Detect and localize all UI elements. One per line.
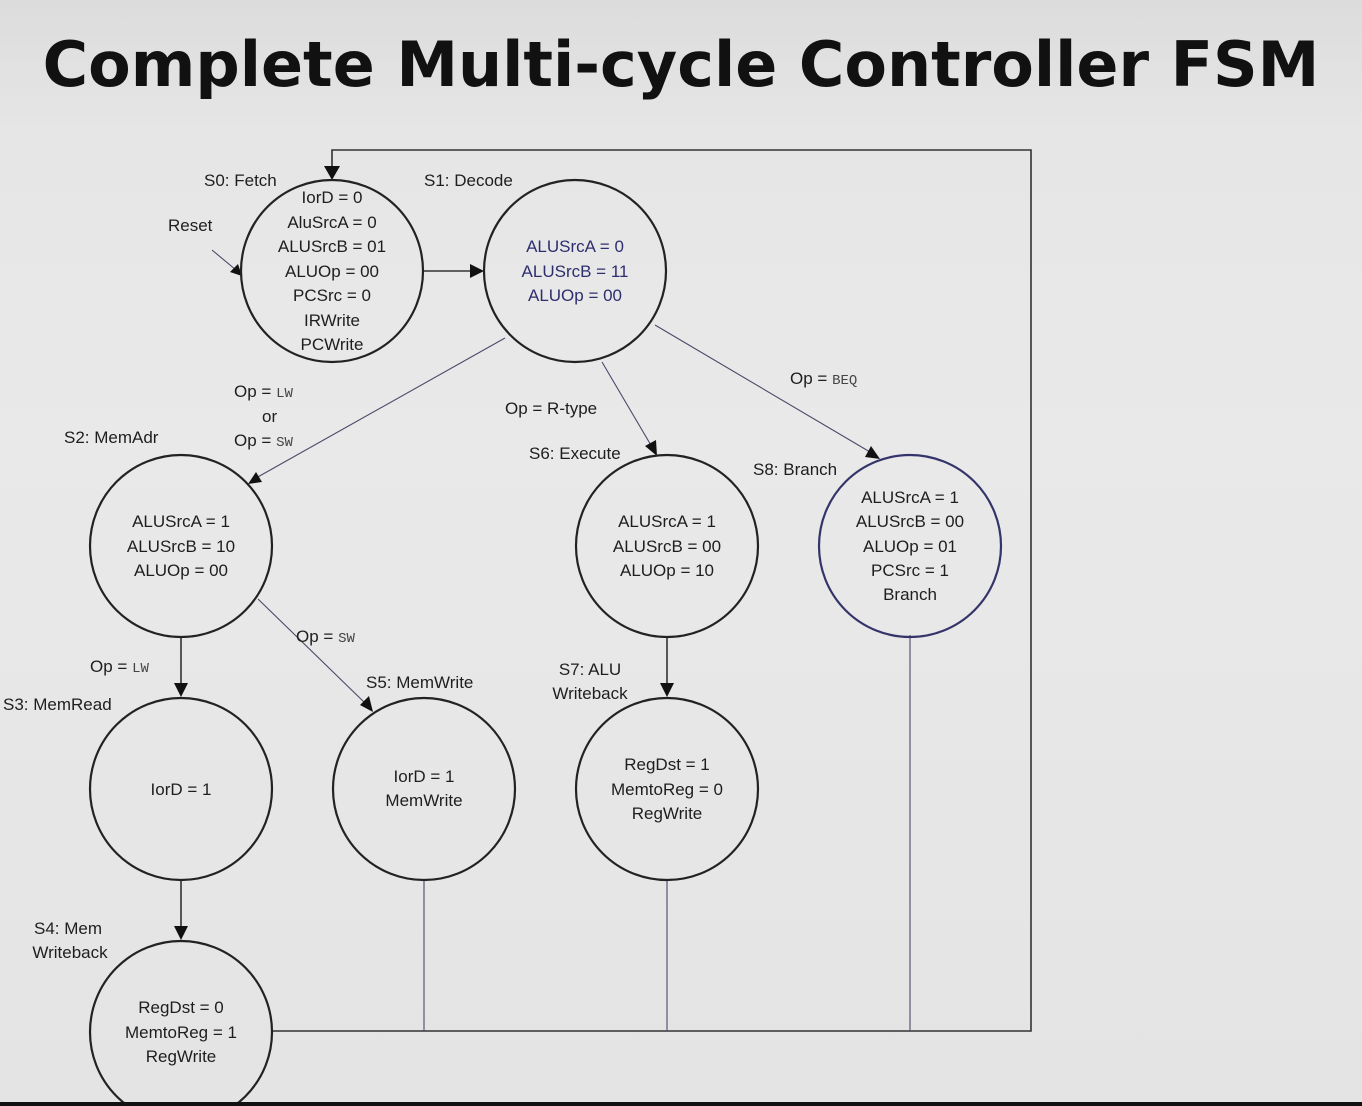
state-s3-name: S3: MemRead — [3, 695, 112, 714]
state-s0-name: S0: Fetch — [204, 171, 277, 190]
edge-s2-s5 — [258, 599, 365, 703]
state-s5-name: S5: MemWrite — [366, 673, 474, 692]
state-s2-content — [127, 512, 235, 580]
state-line: PCWrite — [300, 335, 364, 354]
state-line: RegWrite — [145, 1047, 217, 1066]
state-line: IorD = 0 — [301, 188, 363, 207]
state-line: AluSrcA = 0 — [287, 213, 377, 232]
cond-line: Op = LW — [234, 382, 293, 402]
state-line: ALUSrcB = 00 — [612, 537, 722, 556]
bottom-border — [0, 1102, 1362, 1106]
state-line: MemWrite — [385, 791, 463, 810]
state-s1-content — [522, 237, 629, 305]
transition-label-lw: Op = LW — [90, 657, 149, 677]
transition-label-rtype: Op = R-type — [505, 399, 598, 418]
state-line: ALUOp = 00 — [527, 286, 623, 305]
state-line: PCSrc = 0 — [293, 286, 371, 305]
state-line: ALUOp = 00 — [284, 262, 380, 281]
state-s4-name-line2: Writeback — [32, 943, 108, 962]
state-s8-name: S8: Branch — [753, 460, 838, 479]
state-line: ALUSrcA = 0 — [526, 237, 624, 256]
state-line: MemtoReg = 1 — [125, 1023, 237, 1042]
state-line: ALUSrcA = 1 — [618, 512, 716, 531]
state-s6-content — [613, 512, 721, 580]
state-s1-name: S1: Decode — [424, 171, 513, 190]
state-s6-name: S6: Execute — [529, 444, 621, 463]
arrow-s1-s6 — [645, 440, 657, 456]
transition-label-beq: Op = BEQ — [790, 369, 858, 389]
state-line: ALUOp = 01 — [862, 537, 958, 556]
edge-s1-s6 — [602, 362, 652, 447]
state-line: ALUSrcB = 01 — [277, 237, 387, 256]
state-line: ALUSrcA = 1 — [861, 488, 959, 507]
arrow-into-s0 — [324, 166, 340, 180]
arrow-s2-s5 — [360, 696, 373, 712]
state-line: MemtoReg = 0 — [611, 780, 723, 799]
state-line: ALUSrcB = 11 — [521, 262, 629, 281]
arrow-s6-s7 — [660, 683, 674, 697]
arrow-s1-s8 — [865, 446, 880, 459]
state-line: ALUOp = 00 — [133, 561, 229, 580]
state-s4-content — [125, 998, 237, 1066]
state-s5-circle — [333, 698, 515, 880]
transition-label-sw: Op = SW — [296, 627, 355, 647]
edge-s1-s2 — [256, 338, 505, 478]
state-line: ALUOp = 10 — [619, 561, 715, 580]
state-s8-content — [856, 488, 964, 604]
state-line: RegWrite — [631, 804, 703, 823]
state-line: IorD = 1 — [150, 780, 212, 799]
state-s5-content — [385, 767, 462, 810]
state-line: ALUSrcA = 1 — [132, 512, 230, 531]
arrow-s3-s4 — [174, 926, 188, 940]
arrow-s2-s3 — [174, 683, 188, 697]
state-s7-name-line1: S7: ALU — [558, 660, 622, 679]
reset-label: Reset — [168, 216, 213, 235]
state-line: IorD = 1 — [393, 767, 455, 786]
state-s2-name: S2: MemAdr — [64, 428, 159, 447]
arrow-s0-s1 — [470, 264, 484, 278]
state-s7-name-line2: Writeback — [552, 684, 628, 703]
transitions — [174, 250, 880, 940]
state-s0-content — [278, 188, 386, 354]
state-line: PCSrc = 1 — [871, 561, 949, 580]
state-s7-content — [611, 755, 723, 823]
state-line: ALUSrcB = 00 — [855, 512, 965, 531]
cond-line: or — [262, 407, 278, 426]
state-line: RegDst = 0 — [138, 998, 224, 1017]
state-s3-content — [151, 780, 212, 799]
slide-title: Complete Multi-cycle Controller FSM — [42, 28, 1320, 101]
reset-arrow-line — [212, 250, 236, 270]
state-s4-name-line1: S4: Mem — [33, 919, 103, 938]
state-line: IRWrite — [303, 311, 361, 330]
state-circles — [90, 180, 1001, 1106]
arrow-s1-s2 — [248, 472, 262, 484]
transition-label-lw-sw — [234, 382, 293, 451]
cond-line: Op = SW — [234, 431, 293, 451]
state-line: ALUSrcB = 10 — [126, 537, 236, 556]
state-line: RegDst = 1 — [624, 755, 710, 774]
state-line: Branch — [883, 585, 937, 604]
